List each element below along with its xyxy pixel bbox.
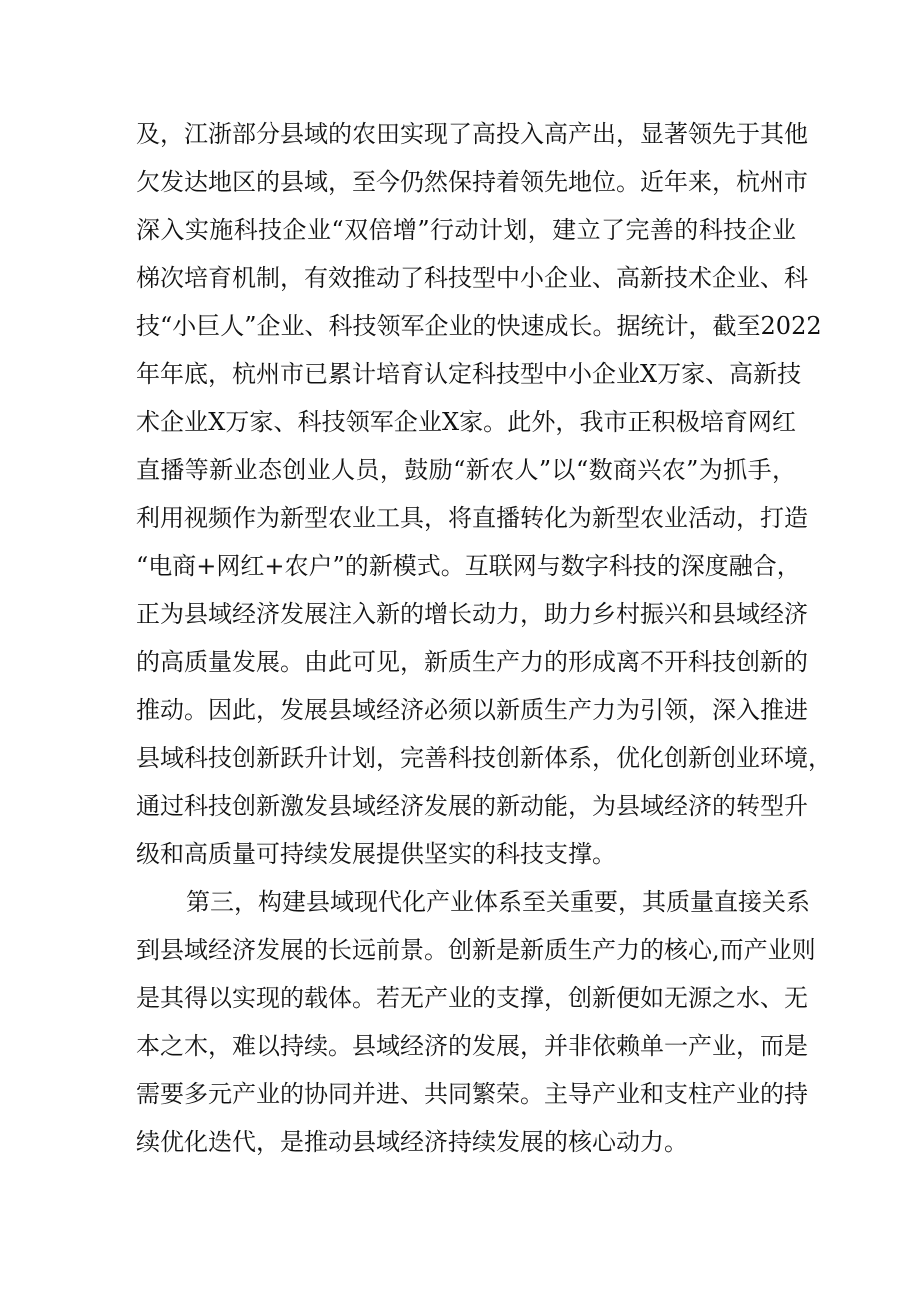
text-line: 深入实施科技企业“双倍增”行动计划，建立了完善的科技企业 bbox=[136, 216, 796, 244]
text-line: 推动。因此，发展县域经济必须以新质生产力为引领，深入推进 bbox=[136, 696, 808, 724]
text-line: 的高质量发展。由此可见，新质生产力的形成离不开科技创新的 bbox=[136, 648, 808, 676]
text-line: 梯次培育机制，有效推动了科技型中小企业、高新技术企业、科 bbox=[136, 264, 808, 292]
text-line: 及，江浙部分县域的农田实现了高投入高产出，显著领先于其他 bbox=[136, 120, 808, 148]
text-line: 县域科技创新跃升计划，完善科技创新体系，优化创新创业环境， bbox=[136, 744, 832, 772]
text-line: 技“小巨人”企业、科技领军企业的快速成长。据统计，截至2022 bbox=[136, 312, 822, 340]
text-line: 级和高质量可持续发展提供坚实的科技支撑。 bbox=[136, 840, 616, 868]
text-line: 第三，构建县域现代化产业体系至关重要，其质量直接关系 bbox=[186, 888, 810, 916]
text-line: 术企业X万家、科技领军企业X家。此外，我市正积极培育网红 bbox=[136, 408, 796, 436]
text-line: 本之木，难以持续。县域经济的发展，并非依赖单一产业，而是 bbox=[136, 1032, 808, 1060]
text-line: 续优化迭代，是推动县域经济持续发展的核心动力。 bbox=[136, 1128, 688, 1156]
text-line: 利用视频作为新型农业工具，将直播转化为新型农业活动，打造 bbox=[136, 504, 808, 532]
paragraph-2 bbox=[136, 878, 816, 1166]
text-line: 正为县域经济发展注入新的增长动力，助力乡村振兴和县域经济 bbox=[136, 600, 808, 628]
text-line: 直播等新业态创业人员，鼓励“新农人”以“数商兴农”为抓手， bbox=[136, 456, 796, 484]
text-line: 通过科技创新激发县域经济发展的新动能，为县域经济的转型升 bbox=[136, 792, 808, 820]
paragraph-1 bbox=[136, 110, 832, 878]
document-body bbox=[136, 110, 832, 1166]
text-line: 需要多元产业的协同并进、共同繁荣。主导产业和支柱产业的持 bbox=[136, 1080, 808, 1108]
text-line: 到县域经济发展的长远前景。创新是新质生产力的核心,而产业则 bbox=[136, 936, 816, 964]
text-line: “电商+网红+农户”的新模式。互联网与数字科技的深度融合， bbox=[136, 552, 801, 580]
text-line: 年年底，杭州市已累计培育认定科技型中小企业X万家、高新技 bbox=[136, 360, 802, 388]
text-line: 欠发达地区的县域，至今仍然保持着领先地位。近年来，杭州市 bbox=[136, 168, 808, 196]
text-line: 是其得以实现的载体。若无产业的支撑，创新便如无源之水、无 bbox=[136, 984, 808, 1012]
